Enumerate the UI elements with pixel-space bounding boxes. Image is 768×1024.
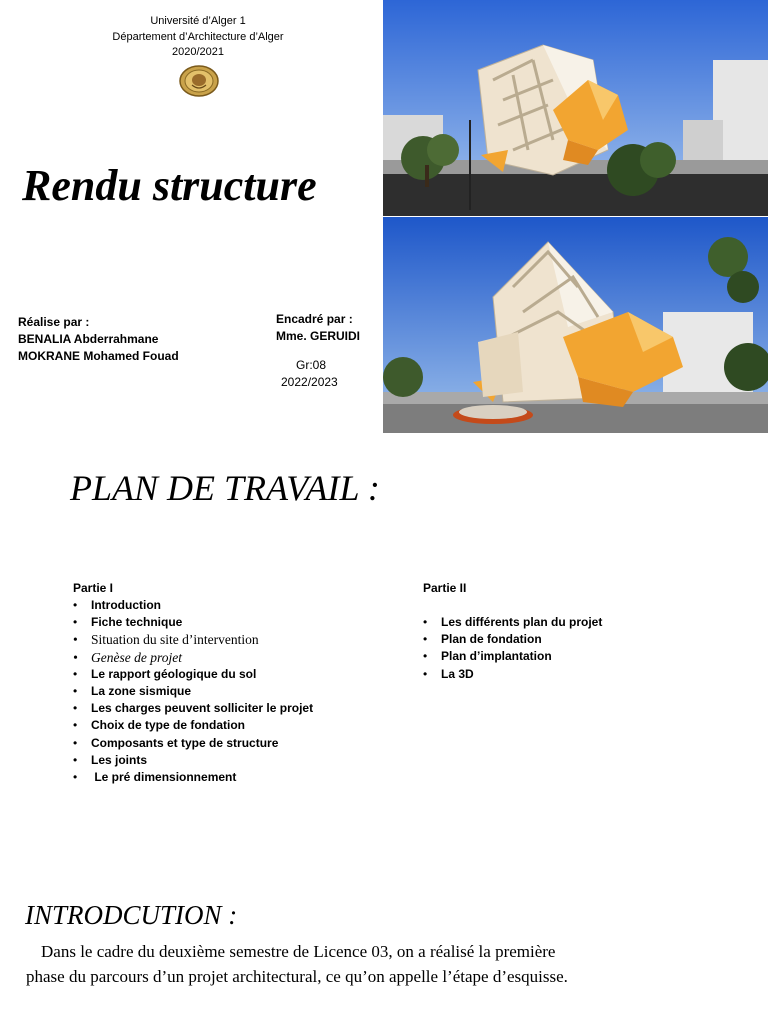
academic-year: 2020/2021 (172, 46, 224, 58)
list-item: • Le pré dimensionnement (73, 769, 313, 786)
list-item: • Composants et type de structure (73, 735, 313, 752)
intro-paragraph: Dans le cadre du deuxième semestre de Licence 03, on a réalisé la première phase du parcours d’un projet architectural, ce qu’on appelle l’étape d’esquisse. (26, 942, 568, 986)
university-name: Université d’Alger 1 (150, 15, 246, 27)
plan-title: PLAN DE TRAVAIL : (70, 468, 380, 508)
list-item: • Le rapport géologique du sol (73, 666, 313, 683)
list-item: • Plan de fondation (423, 631, 602, 648)
render-image-top (383, 0, 768, 216)
list-item: • Les charges peuvent solliciter le projet (73, 700, 313, 717)
list-item: • Choix de type de fondation (73, 717, 313, 734)
list-item: • La 3D (423, 666, 602, 683)
list-item: • La zone sismique (73, 683, 313, 700)
part2-label: Partie II (423, 581, 467, 595)
part2-list (423, 614, 602, 683)
supervisor-name: Mme. GERUIDI (276, 329, 361, 343)
list-item: • Les joints (73, 752, 313, 769)
list-item: • Les différents plan du projet (423, 614, 602, 631)
part1-label: Partie I (73, 581, 114, 595)
university-seal-icon (179, 65, 219, 97)
project-year: 2022/2023 (281, 375, 338, 389)
list-item: • Situation du site d’intervention (73, 631, 313, 648)
list-item: • Plan d’implantation (423, 648, 602, 665)
intro-title: INTRODCUTION : (25, 900, 238, 930)
author-name: MOKRANE Mohamed Fouad (18, 349, 179, 363)
list-item: • Introduction (73, 597, 313, 614)
department-name: Département d’Architecture d’Alger (112, 31, 284, 43)
part1-list (73, 597, 313, 786)
render-image-bottom (383, 217, 768, 433)
list-item: • Genèse de projet (73, 649, 313, 666)
list-item: • Fiche technique (73, 614, 313, 631)
group-number: Gr:08 (296, 358, 327, 372)
authors-label: Réalise par : (18, 315, 90, 329)
supervisor-label: Encadré par : (276, 312, 353, 326)
author-name: BENALIA Abderrahmane (18, 332, 159, 346)
document-title: Rendu structure (22, 161, 317, 210)
